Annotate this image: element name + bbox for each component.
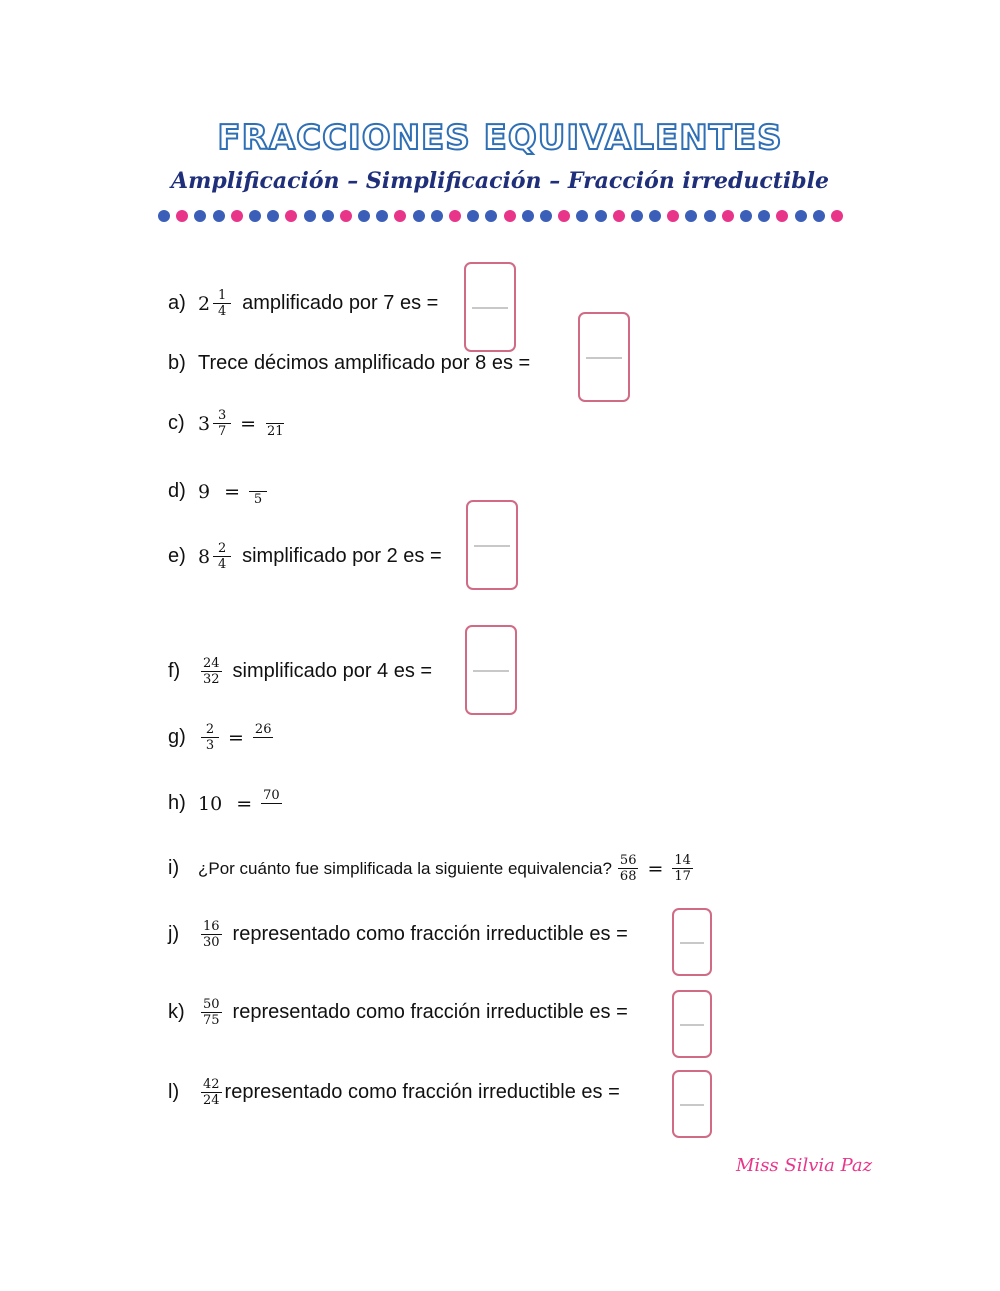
dot-divider [158,210,858,224]
answer-fraction[interactable] [261,788,282,819]
divider-dot [322,210,334,222]
mixed-number [198,288,234,319]
divider-dot [413,210,425,222]
numerator: 14 [674,853,691,868]
whole-part: 3 [198,412,211,435]
equals-sign: = [647,857,664,880]
item-label: l) [168,1081,180,1103]
item-label: e) [168,545,186,567]
divider-dot [449,210,461,222]
divider-dot [394,210,406,222]
whole-number: 10 [198,792,223,815]
divider-dot [704,210,716,222]
divider-dot [504,210,516,222]
divider-dot [485,210,497,222]
numerator: 2 [201,722,219,738]
item-text: simplificado por 2 es = [242,545,442,567]
numerator: 42 [203,1077,220,1092]
fraction [201,722,219,753]
mixed-number [198,541,234,572]
signature: Miss Silvia Paz [736,1155,873,1176]
answer-box-l[interactable] [672,1070,712,1138]
item-text: amplificado por 7 es = [242,292,439,314]
divider-dot [576,210,588,222]
item-label: i) [168,857,180,879]
divider-dot [304,210,316,222]
numerator: 56 [619,853,637,868]
divider-dot [358,210,370,222]
blank-numerator[interactable] [266,408,284,424]
divider-dot [667,210,679,222]
item-l [168,1077,620,1108]
divider-dot [722,210,734,222]
item-text: representado como fracción irreductible es = [232,923,628,945]
item-label: f) [168,660,181,682]
page-title: FRACCIONES EQUIVALENTES [217,118,783,158]
numerator: 26 [254,722,272,737]
divider-dot [467,210,479,222]
divider-dot [431,210,443,222]
denominator: 24 [203,1093,220,1108]
answer-box-e[interactable] [466,500,518,590]
denominator: 4 [217,304,227,319]
numerator: 50 [203,997,220,1012]
item-text: simplificado por 4 es = [232,660,433,682]
divider-dot [795,210,807,222]
divider-dot [285,210,297,222]
denominator: 5 [253,492,263,507]
equals-sign: = [224,480,241,503]
item-label: a) [168,292,186,314]
divider-dot [649,210,661,222]
divider-dot [613,210,625,222]
divider-dot [231,210,243,222]
item-d [168,476,270,507]
equals-sign: = [240,412,257,435]
divider-dot [213,210,225,222]
item-label: d) [168,480,186,502]
denominator: 3 [205,738,215,753]
whole-number: 9 [198,480,211,503]
numerator: 2 [213,541,231,557]
divider-dot [194,210,206,222]
answer-box-j[interactable] [672,908,712,976]
answer-box-f[interactable] [465,625,517,715]
fraction [213,408,231,439]
fraction [201,919,222,950]
whole-part: 2 [198,292,211,315]
item-label: c) [168,412,185,434]
item-label: b) [168,352,186,374]
item-a [168,288,438,319]
item-label: j) [168,923,180,945]
item-text: ¿Por cuánto fue simplificada la siguiente equivalencia? [198,858,612,878]
fraction [201,656,222,687]
divider-dot [249,210,261,222]
divider-dot [376,210,388,222]
fraction-bar [586,357,622,359]
equals-sign: = [236,792,253,815]
numerator: 16 [203,919,220,934]
item-f [168,656,432,687]
denominator: 4 [217,557,227,572]
fraction [213,288,231,319]
item-h [168,788,285,819]
divider-dot [776,210,788,222]
numerator: 24 [203,656,220,671]
fraction-bar [473,670,509,672]
blank-numerator[interactable] [249,476,267,492]
denominator: 68 [619,869,637,884]
divider-dot [831,210,843,222]
answer-fraction[interactable] [265,408,286,439]
fraction-bar [474,545,510,547]
divider-dot [340,210,352,222]
denominator: 21 [267,424,284,439]
fraction-bar [472,307,508,309]
divider-dot [813,210,825,222]
equals-sign: = [228,726,244,749]
item-c [168,408,289,439]
denominator: 30 [203,935,220,950]
denominator: 17 [674,869,691,884]
fraction-left [618,853,639,884]
divider-dot [685,210,697,222]
item-label: k) [168,1001,185,1023]
fraction-bar [680,1024,704,1026]
divider-dot [540,210,552,222]
item-i [168,853,696,884]
divider-dot [595,210,607,222]
fraction-bar [680,942,704,944]
item-g [168,722,276,753]
answer-fraction[interactable] [249,476,267,507]
denominator: 7 [217,424,227,439]
denominator: 32 [203,672,220,687]
fraction [201,997,222,1028]
blank-denominator[interactable] [262,804,280,819]
denominator: 75 [203,1013,220,1028]
answer-box-a[interactable] [464,262,516,352]
divider-dot [758,210,770,222]
item-text: representado como fracción irreductible es = [224,1081,620,1103]
divider-dot [176,210,188,222]
page-subtitle: Amplificación – Simplificación – Fracción irreductible [171,168,829,194]
answer-box-k[interactable] [672,990,712,1058]
fraction [201,1077,222,1108]
divider-dot [522,210,534,222]
divider-dot [158,210,170,222]
numerator: 3 [213,408,231,424]
item-b [168,352,530,375]
blank-denominator[interactable] [254,738,272,753]
item-j [168,919,628,950]
divider-dot [558,210,570,222]
item-label: g) [168,726,186,748]
numerator: 70 [263,788,280,803]
answer-box-b[interactable] [578,312,630,402]
item-k [168,997,628,1028]
fraction [213,541,231,572]
whole-part: 8 [198,545,211,568]
numerator: 1 [213,288,231,304]
divider-dot [740,210,752,222]
item-label: h) [168,792,186,814]
divider-dot [631,210,643,222]
fraction-right [672,853,693,884]
item-text: representado como fracción irreductible es = [232,1001,628,1023]
mixed-number [198,408,234,439]
answer-fraction[interactable] [253,722,274,753]
item-e [168,541,442,572]
fraction-bar [680,1104,704,1106]
item-text: Trece décimos amplificado por 8 es = [198,352,531,374]
divider-dot [267,210,279,222]
